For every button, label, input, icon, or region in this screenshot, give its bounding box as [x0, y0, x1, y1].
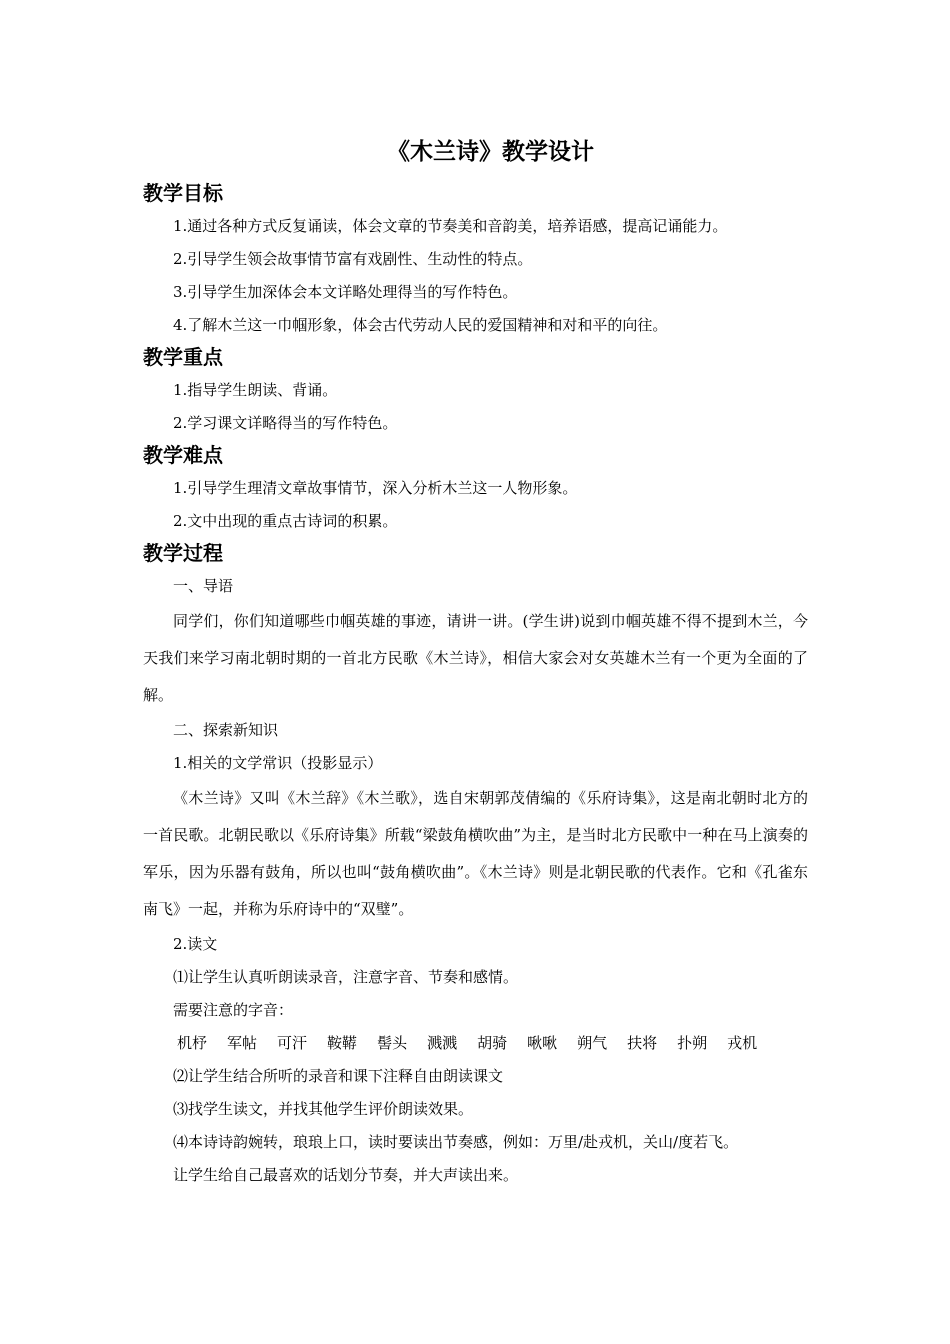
pronunciation-word: 啾啾 [527, 1034, 558, 1052]
reading-step-4: ⑷本诗诗韵婉转，琅琅上口，读时要读出节奏感，例如：万里/赴戎机，关山/度若飞。 [173, 1133, 739, 1151]
reading-step-2: ⑵让学生结合所听的录音和课下注释自由朗读课文 [173, 1067, 504, 1085]
document-page [143, 130, 808, 1192]
pronunciation-word: 胡骑 [477, 1034, 508, 1052]
document-title: 《木兰诗》教学设计 [387, 139, 594, 165]
objective-item-3: 3.引导学生加深体会本文详略处理得当的写作特色。 [173, 283, 518, 301]
reading-label: 2.读文 [173, 935, 218, 953]
intro-paragraph: 同学们，你们知道哪些巾帼英雄的事迹，请讲一讲。(学生讲)说到巾帼英雄不得不提到木兰，今天我们来学习南北朝时期的一首北方民歌《木兰诗》，相信大家会对女英雄木兰有一个更为全面的了解。 [143, 612, 808, 704]
pronunciation-word: 扑朔 [677, 1034, 708, 1052]
reading-step-1: ⑴让学生认真听朗读录音，注意字音、节奏和感情。 [173, 968, 519, 986]
pronunciation-word: 鞍鞯 [327, 1034, 358, 1052]
key-points-heading: 教学重点 [143, 345, 223, 369]
key-point-item-1: 1.指导学生朗读、背诵。 [173, 381, 338, 399]
pronunciation-word: 溅溅 [427, 1034, 458, 1052]
difficulties-heading: 教学难点 [143, 443, 223, 467]
pronunciation-word: 髻头 [377, 1034, 408, 1052]
intro-label: 一、导语 [173, 577, 234, 595]
process-heading: 教学过程 [143, 541, 223, 565]
literature-label: 1.相关的文学常识（投影显示） [173, 754, 383, 772]
pronunciation-word: 戎机 [727, 1034, 758, 1052]
objective-item-2: 2.引导学生领会故事情节富有戏剧性、生动性的特点。 [173, 250, 533, 268]
objectives-heading: 教学目标 [143, 181, 223, 205]
objective-item-1: 1.通过各种方式反复诵读，体会文章的节奏美和音韵美，培养语感，提高记诵能力。 [173, 217, 728, 235]
pronunciation-word-list [143, 1027, 808, 1060]
pronunciation-word: 机杼 [177, 1034, 208, 1052]
literature-paragraph: 《木兰诗》又叫《木兰辞》《木兰歌》，选自宋朝郭茂倩编的《乐府诗集》，这是南北朝时北方的一首民歌。北朝民歌以《乐府诗集》所载“梁鼓角横吹曲”为主，是当时北方民歌中一种在马上演奏的军乐，因为乐器有鼓角，所以也叫“鼓角横吹曲”。《木兰诗》则是北朝民歌的代表作。它和《孔雀东南飞》一起，并称为乐府诗中的“双璧”。 [143, 789, 808, 918]
difficulty-item-2: 2.文中出现的重点古诗词的积累。 [173, 512, 398, 530]
difficulty-item-1: 1.引导学生理清文章故事情节，深入分析木兰这一人物形象。 [173, 479, 578, 497]
pronunciation-word: 朔气 [577, 1034, 608, 1052]
pronunciation-word: 扶将 [627, 1034, 658, 1052]
explore-label: 二、探索新知识 [173, 721, 279, 739]
objective-item-4: 4.了解木兰这一巾帼形象，体会古代劳动人民的爱国精神和对和平的向往。 [173, 316, 668, 334]
pronunciation-word: 军帖 [227, 1034, 258, 1052]
pronunciation-label: 需要注意的字音： [173, 1001, 294, 1019]
reading-step-3: ⑶找学生读文，并找其他学生评价朗读效果。 [173, 1100, 474, 1118]
key-point-item-2: 2.学习课文详略得当的写作特色。 [173, 414, 398, 432]
pronunciation-word: 可汗 [277, 1034, 308, 1052]
reading-step-4-continued: 让学生给自己最喜欢的话划分节奏，并大声读出来。 [173, 1166, 519, 1184]
